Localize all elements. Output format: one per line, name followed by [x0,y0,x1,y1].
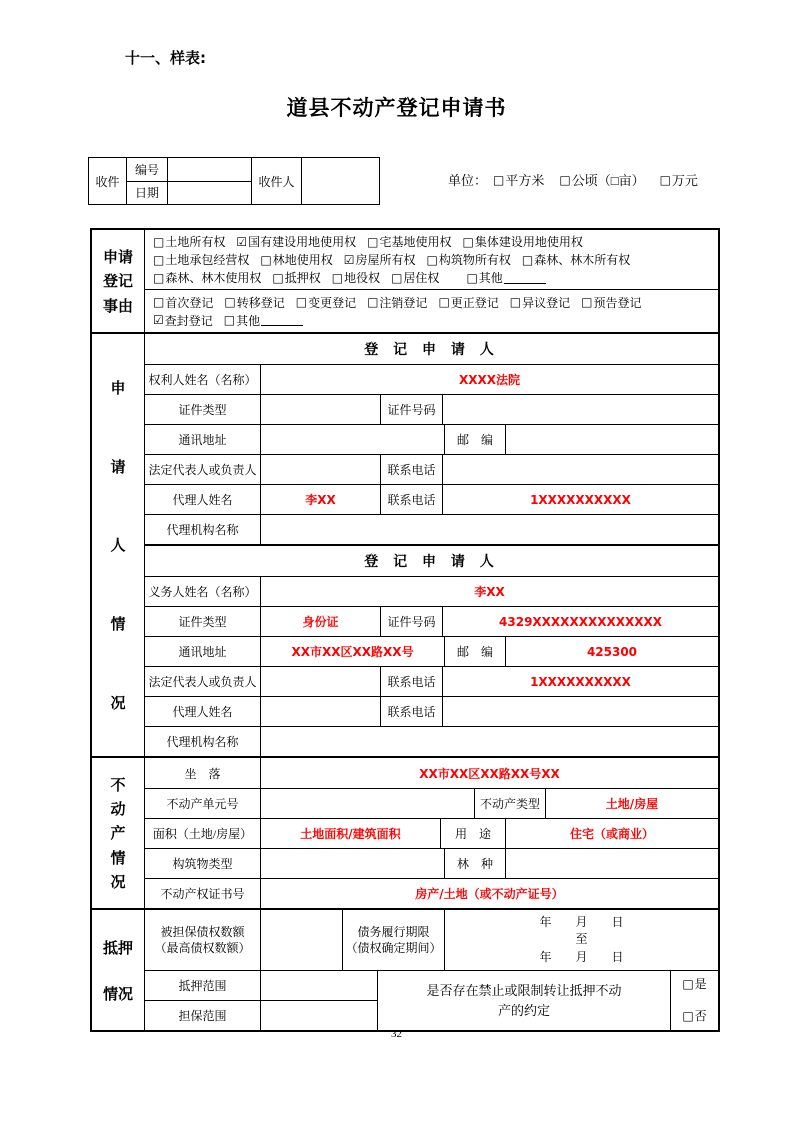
block-header: 登 记 申 请 人 [364,342,499,358]
id-type-value [260,395,380,424]
applicant-block-right-holder [145,334,718,544]
checkbox-empty-icon: □ [331,270,344,285]
checkbox-option-其他 [466,269,545,286]
checkbox-option-土地承包经营权 [153,251,249,268]
checkbox-label: 土地承包经营权 [165,253,250,267]
phone-value [442,455,718,484]
area-value: 土地面积/建筑面积 [260,819,440,848]
checkbox-empty-icon: □ [438,295,450,309]
id-number-value: 4329XXXXXXXXXXXXXX [442,607,718,636]
table-row: 代理人姓名 李XX 联系电话 1XXXXXXXXXX [145,484,718,514]
checkbox-empty-icon: □ [682,1008,694,1023]
checkbox-option-土地所有权 [153,233,225,250]
checkbox-empty-icon: □ [153,252,165,267]
checkbox-label: 其他 [236,313,261,328]
section-kicker: 十一、样表: [125,49,206,67]
checkbox-option-房屋所有权 [344,251,416,268]
agent-name-value: 李XX [260,485,380,514]
checkbox-checked-icon: ☑ [343,252,355,267]
checkbox-empty-icon: □ [426,252,438,267]
section-registration-reason [92,230,718,332]
checkbox-empty-icon: □ [272,270,284,285]
id-number-value [442,395,718,424]
checkbox-label: 是 [694,977,707,991]
section-label-reason: 申请 登记 事由 [92,230,145,332]
checkbox-label: 构筑物所有权 [438,253,511,267]
checkbox-option-异议登记 [510,294,570,311]
checkbox-label: 转移登记 [236,295,285,310]
property-type-value: 土地/房屋 [545,789,718,818]
table-row: 代理机构名称 [145,726,718,756]
checkbox-label: 森林、林木所有权 [534,253,631,267]
guarantee-scope-value [260,1001,377,1030]
rights-checkbox-group [145,230,718,289]
checkbox-empty-icon: □ [391,270,403,285]
address-value [260,425,444,454]
receipt-no-value [167,158,251,181]
receipt-label: 收件 [95,174,120,189]
checkbox-option-首次登记 [153,294,213,311]
receipt-no-date-column [126,158,251,204]
checkbox-option-万元 [660,170,698,189]
table-row: 抵押范围 [145,971,377,1000]
right-holder-name-value: XXXX法院 [260,365,718,394]
location-value: XX市XX区XX路XX号XX [260,758,718,788]
checkbox-empty-icon: □ [659,172,671,187]
section-label-mortgage: 抵押 情况 [92,910,145,1030]
checkbox-option-更正登记 [438,294,498,311]
checkbox-empty-icon: □ [466,270,478,285]
unit-options [493,170,698,189]
checkbox-option-居住权 [391,269,439,286]
checkbox-label: 预告登记 [593,295,642,310]
checkbox-option-查封登记 [153,312,213,329]
checkbox-option-森林、林木使用权 [153,269,261,286]
checkbox-empty-icon: □ [367,295,379,309]
checkbox-empty-icon: □ [509,295,522,309]
checkbox-empty-icon: □ [153,295,165,309]
table-row: 面积（土地/房屋） 土地面积/建筑面积 用 途 住宅（或商业） [145,818,718,848]
legal-rep-value [260,455,380,484]
checkbox-empty-icon: □ [367,234,379,249]
table-row: 义务人姓名（名称） 李XX [145,576,718,606]
checkbox-label: 变更登记 [308,295,357,310]
checkbox-option-否 [682,1007,706,1024]
checkbox-label: 注销登记 [379,295,428,310]
checkbox-label: 居住权 [403,271,440,285]
receipt-table [88,157,380,205]
checkbox-label: 否 [694,1009,707,1023]
debt-term-dates: 年 月 日 至 年 月 日 [444,910,718,970]
transfer-restriction-label: 是否存在禁止或限制转让抵押不动产的约定 [377,971,670,1030]
table-row: 构筑物类型 林 种 [145,848,718,878]
postcode-value: 425300 [505,637,718,666]
checkbox-label: 抵押权 [284,271,321,285]
checkbox-label: 林地使用权 [272,253,333,267]
checkbox-empty-icon: □ [224,295,236,309]
section-label-applicant: 申 请 人 情 况 [92,334,145,756]
page-number: 32 [391,1028,402,1040]
checkbox-empty-icon: □ [462,234,474,249]
checkbox-option-注销登记 [367,294,427,311]
usage-value: 住宅（或商业） [505,819,718,848]
table-row: 坐 落 XX市XX区XX路XX号XX [145,758,718,788]
forest-type-value [505,849,718,878]
table-row: 权利人姓名（名称） XXXX法院 [145,364,718,394]
yes-no-checkboxes [670,971,718,1030]
table-row: 被担保债权数额 （最高债权数额） 债务履行期限 （债权确定期间） 年 月 日 至 年 月 日 [145,910,718,970]
checkbox-empty-icon: □ [493,172,505,187]
secured-amount-value [260,910,342,970]
table-row: 证件类型 身份证 证件号码 4329XXXXXXXXXXXXXX [145,606,718,636]
checkbox-option-宅基地使用权 [367,233,451,250]
id-type-value: 身份证 [260,607,380,636]
checkbox-empty-icon: □ [260,252,272,267]
section-property-info [92,756,718,908]
structure-type-value [260,849,444,878]
agent-phone-value: 1XXXXXXXXXX [442,485,718,514]
checkbox-option-是 [682,975,706,992]
table-row: 代理人姓名 联系电话 [145,696,718,726]
checkbox-label: 集体建设用地使用权 [474,235,583,249]
receiver-value [301,158,379,204]
checkbox-label: 森林、林木使用权 [165,271,262,285]
checkbox-label: 其他 [478,271,503,285]
blank-underline [504,272,546,284]
receipt-no-label: 编号 [134,162,159,177]
phone-value: 1XXXXXXXXXX [442,667,718,696]
checkbox-option-林地使用权 [260,251,332,268]
table-row: 法定代表人或负责人 联系电话 1XXXXXXXXXX [145,666,718,696]
table-row: 不动产单元号 不动产类型 土地/房屋 [145,788,718,818]
unit-options-row [448,170,698,189]
table-row: 通讯地址 邮 编 [145,424,718,454]
checkbox-empty-icon: □ [682,976,694,991]
table-row: 通讯地址 XX市XX区XX路XX号 邮 编 425300 [145,636,718,666]
unit-number-value [260,789,474,818]
agent-phone-value [442,697,718,726]
obligor-name-value: 李XX [260,577,718,606]
agency-name-value [260,515,718,544]
table-row: 代理机构名称 [145,514,718,544]
section-applicant-info [92,332,718,756]
checkbox-empty-icon: □ [153,234,165,249]
checkbox-empty-icon: □ [223,313,236,327]
checkbox-label: 地役权 [344,271,381,285]
checkbox-label: 土地所有权 [165,235,226,249]
block-header: 登 记 申 请 人 [364,554,499,570]
unit-label: 单位： [448,173,488,188]
table-row: 法定代表人或负责人 联系电话 [145,454,718,484]
address-value: XX市XX区XX路XX号 [260,637,444,666]
checkbox-option-森林、林木所有权 [522,251,630,268]
checkbox-empty-icon: □ [521,252,534,267]
document-title: 道县不动产登记申请书 [286,96,507,120]
table-row [145,970,718,1030]
checkbox-option-地役权 [332,269,380,286]
section-label-property: 不 动 产 情 况 [92,758,145,908]
checkbox-option-国有建设用地使用权 [236,233,356,250]
legal-rep-value [260,667,380,696]
table-row: 证件类型 证件号码 [145,394,718,424]
checkbox-label: 万元 [671,173,698,188]
table-row: 不动产权证书号 房产/土地（或不动产证号） [145,878,718,908]
mortgage-scope-value [260,971,377,1000]
checkbox-label: 宅基地使用权 [379,235,452,249]
table-row: 担保范围 [145,1000,377,1030]
application-form-table [90,228,720,1032]
checkbox-checked-icon: ☑ [236,234,248,249]
checkbox-checked-icon: ☑ [153,313,164,327]
checkbox-label: 房屋所有权 [355,253,416,267]
blank-underline [261,314,303,326]
checkbox-empty-icon: □ [559,172,571,187]
checkbox-option-集体建设用地使用权 [463,233,583,250]
registration-type-checkbox-group [145,289,718,332]
certificate-number-value: 房产/土地（或不动产证号） [260,879,718,908]
checkbox-empty-icon: □ [581,295,593,309]
checkbox-label: 公顷（□亩） [571,173,645,188]
checkbox-option-抵押权 [272,269,320,286]
checkbox-option-变更登记 [296,294,356,311]
checkbox-empty-icon: □ [295,295,308,309]
checkbox-label: 异议登记 [522,295,571,310]
checkbox-label: 平方米 [505,173,545,188]
checkbox-empty-icon: □ [153,270,165,285]
checkbox-label: 首次登记 [165,295,214,310]
receiver-label: 收件人 [251,158,301,204]
checkbox-label: 更正登记 [450,295,499,310]
checkbox-option-其他 [224,312,303,329]
checkbox-option-公顷（□亩） [559,170,644,189]
receipt-date-value [167,182,251,205]
section-mortgage-info [92,908,718,1030]
agency-name-value [260,727,718,756]
receipt-date-label: 日期 [134,186,159,201]
checkbox-option-构筑物所有权 [427,251,511,268]
checkbox-option-预告登记 [581,294,641,311]
agent-name-value [260,697,380,726]
checkbox-option-转移登记 [224,294,284,311]
applicant-block-obligor [145,544,718,756]
checkbox-label: 查封登记 [164,313,213,328]
postcode-value [505,425,718,454]
checkbox-option-平方米 [493,170,544,189]
checkbox-label: 国有建设用地使用权 [248,235,357,249]
